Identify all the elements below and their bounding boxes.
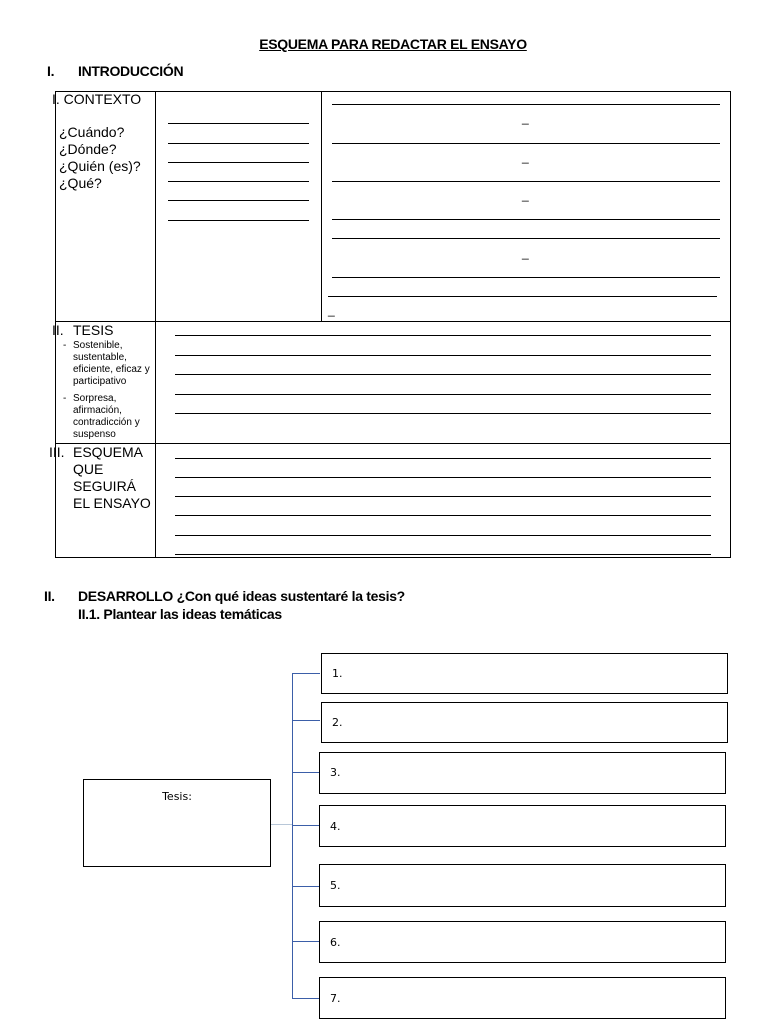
answer-line[interactable]: [332, 219, 720, 220]
idea-box-6[interactable]: [319, 921, 726, 963]
criteria-line: participativo: [73, 376, 127, 387]
section-2-number: II.: [44, 588, 55, 604]
idea-number: 2.: [332, 716, 343, 729]
criteria-line: Sorpresa,: [73, 393, 117, 404]
table-row-divider: [55, 443, 731, 444]
tesis-heading-label: TESIS: [73, 322, 114, 338]
table-column-divider: [321, 91, 322, 321]
idea-number: 1.: [332, 667, 343, 680]
criteria-line: afirmación,: [73, 405, 122, 416]
idea-number: 5.: [330, 879, 341, 892]
bracket-line: [292, 673, 293, 998]
dash-mark: _: [522, 150, 529, 164]
contexto-heading: I. CONTEXTO: [52, 91, 142, 107]
criteria-line: eficiente, eficaz y: [73, 364, 150, 375]
answer-line[interactable]: [175, 335, 711, 336]
answer-line[interactable]: [175, 554, 711, 555]
idea-box-7[interactable]: [319, 977, 726, 1019]
idea-number: 7.: [330, 992, 341, 1005]
answer-line[interactable]: [175, 515, 711, 516]
idea-box-5[interactable]: [319, 864, 726, 907]
idea-number: 6.: [330, 936, 341, 949]
introduction-table: [55, 91, 731, 558]
answer-line[interactable]: [175, 458, 711, 459]
esquema-label-line: ESQUEMA: [73, 444, 144, 460]
answer-line[interactable]: [175, 374, 711, 375]
tesis-connector: [271, 824, 293, 825]
idea-box-4[interactable]: [319, 805, 726, 847]
criteria-line: contradicción y: [73, 417, 140, 428]
answer-line[interactable]: [332, 238, 720, 239]
bracket-tick: [292, 941, 320, 942]
answer-line[interactable]: [168, 220, 309, 221]
idea-box-3[interactable]: [319, 752, 726, 794]
tesis-box-label: Tesis:: [162, 790, 192, 803]
bracket-tick: [292, 998, 320, 999]
tesis-heading-number: II.: [52, 322, 64, 338]
esquema-label-line: QUE: [73, 461, 104, 477]
bracket-tick: [292, 673, 320, 674]
bracket-tick: [292, 772, 320, 773]
answer-line[interactable]: [175, 355, 711, 356]
list-dash: -: [63, 393, 67, 404]
bracket-tick: [292, 825, 320, 826]
question-when: ¿Cuándo?: [59, 124, 125, 140]
esquema-label-line: SEGUIRÁ: [73, 478, 137, 494]
idea-box-2[interactable]: [321, 702, 728, 743]
answer-line[interactable]: [332, 143, 720, 144]
dash-mark: _: [522, 246, 529, 260]
answer-line[interactable]: [332, 181, 720, 182]
criteria-line: suspenso: [73, 429, 116, 440]
answer-line[interactable]: [175, 477, 711, 478]
question-what: ¿Qué?: [59, 175, 102, 191]
answer-line[interactable]: [175, 535, 711, 536]
answer-line[interactable]: [328, 296, 717, 297]
bracket-tick: [292, 720, 320, 721]
section-2-subheading: II.1. Plantear las ideas temáticas: [78, 606, 282, 622]
tesis-box[interactable]: [83, 779, 271, 867]
table-column-divider: [155, 91, 156, 558]
tesis-criteria-item: [63, 340, 155, 388]
answer-line[interactable]: [332, 104, 720, 105]
answer-line[interactable]: [175, 413, 711, 414]
dash-mark: _: [522, 111, 529, 125]
section-1-number: I.: [47, 63, 55, 79]
idea-box-1[interactable]: [321, 653, 728, 694]
criteria-line: Sostenible,: [73, 340, 123, 351]
table-row-divider: [55, 321, 731, 322]
section-1-label: INTRODUCCIÓN: [78, 63, 184, 79]
esquema-heading-number: III.: [49, 444, 65, 460]
answer-line[interactable]: [175, 496, 711, 497]
section-2-label: DESARROLLO ¿Con qué ideas sustentaré la tesis?: [78, 588, 405, 604]
tesis-criteria-item: [63, 393, 155, 441]
dash-mark: _: [328, 303, 335, 317]
document-title: ESQUEMA PARA REDACTAR EL ENSAYO: [259, 36, 527, 52]
dash-mark: _: [522, 188, 529, 202]
question-who: ¿Quién (es)?: [59, 158, 141, 174]
criteria-line: sustentable,: [73, 352, 127, 363]
answer-line[interactable]: [175, 394, 711, 395]
answer-line[interactable]: [168, 143, 309, 144]
answer-line[interactable]: [168, 181, 309, 182]
answer-line[interactable]: [168, 123, 309, 124]
list-dash: -: [63, 340, 67, 351]
idea-number: 3.: [330, 766, 341, 779]
bracket-tick: [292, 886, 320, 887]
answer-line[interactable]: [168, 200, 309, 201]
idea-number: 4.: [330, 820, 341, 833]
esquema-label-line: EL ENSAYO: [73, 495, 151, 511]
answer-line[interactable]: [168, 162, 309, 163]
question-where: ¿Dónde?: [59, 141, 117, 157]
answer-line[interactable]: [332, 277, 720, 278]
